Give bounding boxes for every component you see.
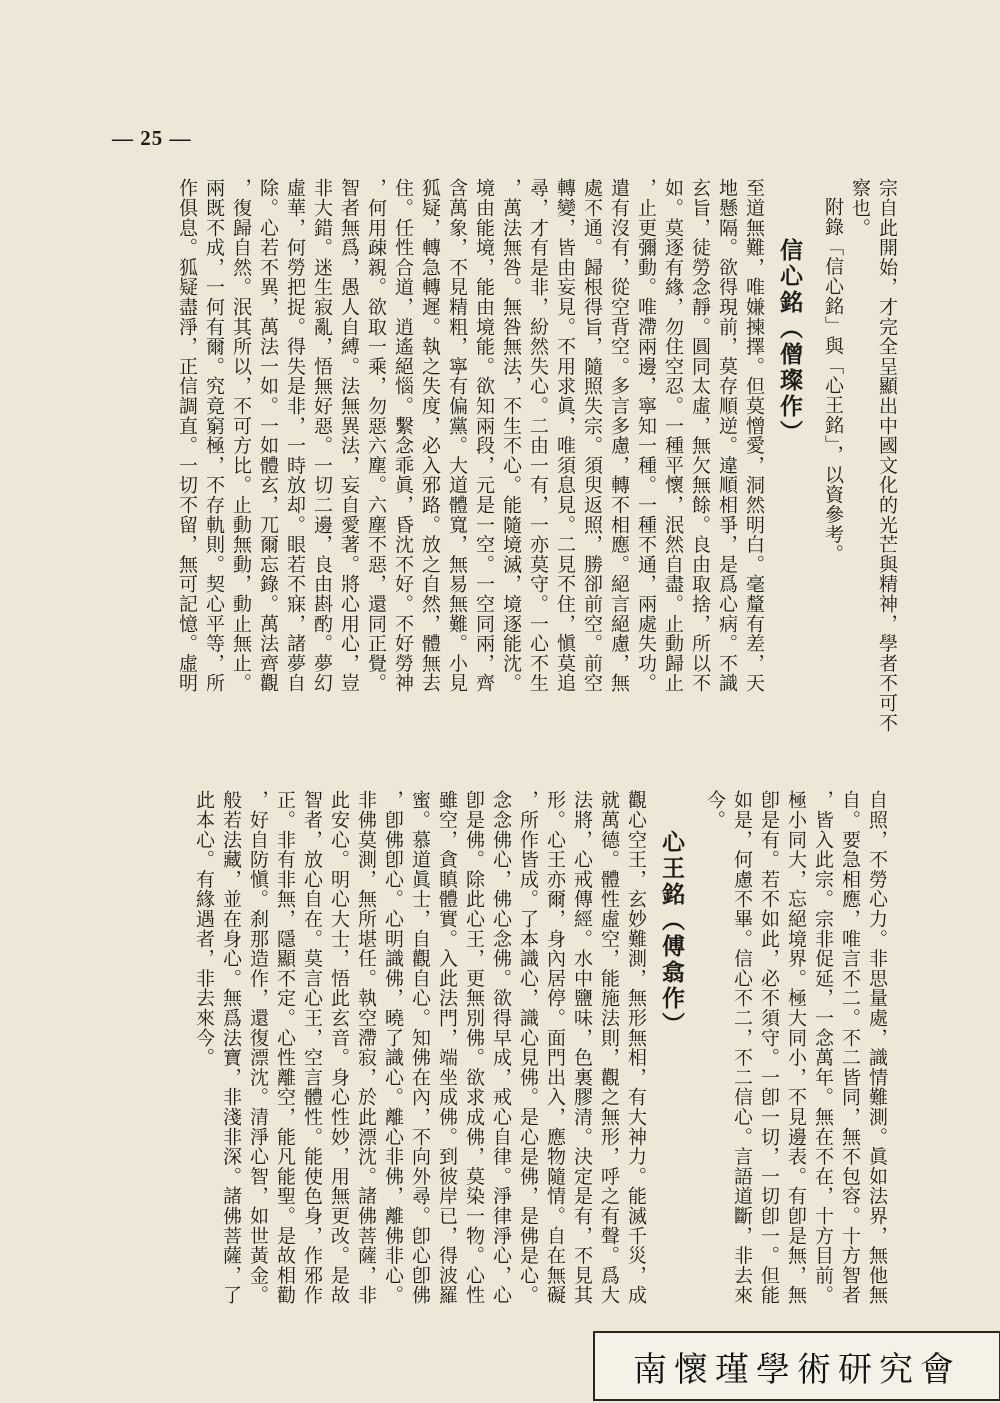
lower-text-block bbox=[100, 790, 890, 1310]
text-column: 形。心王亦爾，身內居停。面門出入，應物隨情。自在無礙 bbox=[544, 790, 566, 1305]
text-column: 非大錯。迷生寂亂，悟無好惡。一切二邊，良由斟酌。夢幻 bbox=[311, 178, 333, 693]
text-column: 觀心空王，玄妙難測，無形無相，有大神力。能滅千災，成 bbox=[625, 790, 647, 1305]
text-column: 蜜。慕道眞士，自觀自心。知佛在內，不向外尋。卽心卽佛 bbox=[409, 790, 431, 1305]
text-column: 地懸隔。欲得現前，莫存順逆。違順相爭，是爲心病。不識 bbox=[716, 178, 738, 693]
text-column: 附錄「信心銘」與「心王銘」，以資參考。 bbox=[822, 197, 844, 564]
text-column: 兩既不成，一何有爾。究竟窮極，不存軌則。契心平等，所 bbox=[203, 178, 225, 693]
text-column: 非佛莫測，無所堪任。執空滯寂，於此漂沈。諸佛菩薩，非 bbox=[355, 790, 377, 1305]
text-column: 智者，放心自在。莫言心王，空言體性。能使色身，作邪作 bbox=[301, 790, 323, 1305]
text-column: 今。 bbox=[704, 790, 726, 830]
upper-text-block bbox=[100, 178, 900, 778]
publisher-watermark bbox=[593, 1331, 1000, 1401]
text-column: 狐疑，轉急轉遲。執之失度，必入邪路。放之自然，體無去 bbox=[419, 178, 441, 693]
text-column: 卽是有。若不如此，必不須守。一卽一切，一切卽一。但能 bbox=[758, 790, 780, 1305]
text-column: 自。要急相應，唯言不二。不二皆同，無不包容。十方智者 bbox=[839, 790, 861, 1305]
text-column: 處不通。歸根得旨，隨照失宗。須臾返照，勝卻前空。前空 bbox=[581, 178, 603, 693]
text-column: 般若法藏，並在身心。無爲法寶，非淺非深。諸佛菩薩，了 bbox=[220, 790, 242, 1305]
text-column: 如。莫逐有緣，勿住空忍。一種平懷，泯然自盡。止動歸止 bbox=[662, 178, 684, 693]
text-column: ，卽佛卽心。心明識佛，曉了識心。離心非佛，離佛非心。 bbox=[382, 790, 404, 1305]
text-column: ，皆入此宗。宗非促延，一念萬年。無在不在，十方目前。 bbox=[812, 790, 834, 1305]
text-column: 除。心若不異，萬法一如。一如體玄，兀爾忘錄。萬法齊觀 bbox=[257, 178, 279, 693]
text-column: 遣有沒有，從空背空。多言多慮，轉不相應。絕言絕慮，無 bbox=[608, 178, 630, 693]
text-column: 極小同大，忘絕境界。極大同小，不見邊表。有卽是無，無 bbox=[785, 790, 807, 1305]
text-column: ，復歸自然。泯其所以，不可方比。止動無動，動止無止。 bbox=[230, 178, 252, 693]
text-column: 法將，心戒傳經。水中鹽味，色裏膠清。決定是有，不見其 bbox=[571, 790, 593, 1305]
text-column: 此本心。有緣遇者，非去來今。 bbox=[193, 790, 215, 1068]
section-title-xinxinming: 信心銘（僧璨作） bbox=[776, 238, 803, 446]
text-column: 此安心。明心大士，悟此玄音。身心性妙，用無更改。是故 bbox=[328, 790, 350, 1305]
text-column: ，好自防愼。刹那造作，還復漂沈。清淨心智，如世黃金。 bbox=[247, 790, 269, 1305]
text-column: 正。非有非無，隱顯不定。心性離空，能凡能聖。是故相勸 bbox=[274, 790, 296, 1305]
text-column: 虛華，何勞把捉。得失是非，一時放却。眼若不寐，諸夢自 bbox=[284, 178, 306, 693]
text-column: 雖空，貪瞋體實。入此法門，端坐成佛。到彼岸已，得波羅 bbox=[436, 790, 458, 1305]
text-column: 轉變，皆由妄見。不用求眞，唯須息見。二見不住，愼莫追 bbox=[554, 178, 576, 693]
text-column: 念念佛心，佛心念佛。欲得早成，戒心自律。淨律淨心，心 bbox=[490, 790, 512, 1305]
text-column: 自照，不勞心力。非思量處，識情難測。眞如法界，無他無 bbox=[866, 790, 888, 1305]
text-column: ，所作皆成。了本識心，識心見佛。是心是佛，是佛是心。 bbox=[517, 790, 539, 1305]
text-column: 住。任性合道，逍遙絕惱。繫念乖眞，昏沈不好。不好勞神 bbox=[392, 178, 414, 693]
text-column: 至道無難，唯嫌揀擇。但莫憎愛，洞然明白。毫釐有差，天 bbox=[743, 178, 765, 693]
text-column: 尋，才有是非，紛然失心。二由一有，一亦莫守。一心不生 bbox=[527, 178, 549, 693]
text-column: ，何用疎親。欲取一乘，勿惡六塵。六塵不惡，還同正覺。 bbox=[365, 178, 387, 693]
text-column: 如是，何慮不畢。信心不二，不二信心。言語道斷，非去來 bbox=[731, 790, 753, 1305]
text-column: 含萬象，不見精粗，寧有偏黨。大道體寬，無易無難。小見 bbox=[446, 178, 468, 693]
text-column: 玄旨，徒勞念靜。圓同太虛，無欠無餘。良由取捨，所以不 bbox=[689, 178, 711, 693]
text-column: 智者無爲，愚人自縛。法無異法，妄自愛著。將心用心，豈 bbox=[338, 178, 360, 693]
text-column: ，萬法無咎。無咎無法，不生不心。能隨境滅，境逐能沈。 bbox=[500, 178, 522, 693]
text-column: 就萬德。體性虛空，能施法則，觀之無形，呼之有聲。爲大 bbox=[598, 790, 620, 1305]
section-title-xinwangming: 心王銘（傅翕作） bbox=[658, 830, 685, 1038]
text-column: 察也。 bbox=[849, 178, 871, 238]
page-number: — 25 — bbox=[112, 126, 192, 150]
text-column: 宗自此開始，才完全呈顯出中國文化的光芒與精神，學者不可不 bbox=[876, 178, 898, 733]
text-column: 境由能境，能由境能。欲知兩段，元是一空。一空同兩，齊 bbox=[473, 178, 495, 693]
text-column: 作俱息。狐疑盡淨，正信調直。一切不留，無可記憶。虛明 bbox=[176, 178, 198, 693]
text-column: ，止更彌動。唯滯兩邊，寧知一種。一種不通，兩處失功。 bbox=[635, 178, 657, 693]
watermark-text: 南懷瑾學術研究會 bbox=[633, 1349, 961, 1390]
text-column: 卽是佛。除此心王，更無別佛。欲求成佛，莫染一物。心性 bbox=[463, 790, 485, 1305]
